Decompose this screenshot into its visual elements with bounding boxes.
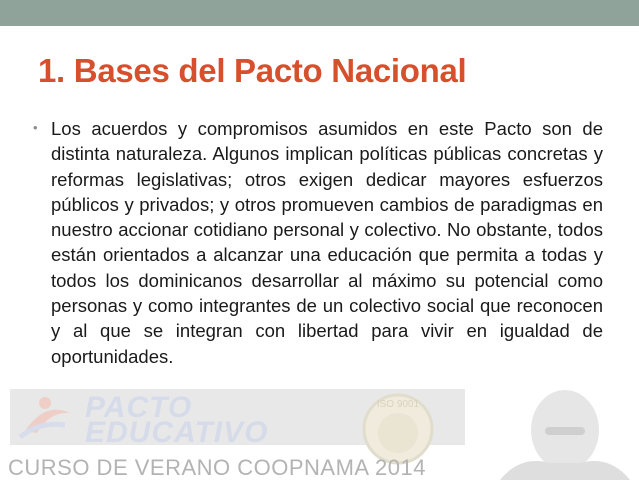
portrait-silhouette-icon <box>500 385 630 480</box>
bullet-text: Los acuerdos y compromisos asumidos en este Pacto son de distinta naturaleza. Algunos implican políticas públicas concretas y reformas legislativas; otros exigen dedicar mayores esfuerzos públicos y privados; y otros promueven cambios de paradigmas en nuestro accionar cotidiano personal y colectivo. No obstante, todos están orientados a alcanzar una educación que permita a todas y todos los dominicanos desarrollar al máximo su potencial como personas y como integrantes de un colectivo social que reconocen y al que se integran con libertad para vivir en igualdad de oportunidades. <box>51 118 603 367</box>
slide-title: 1. Bases del Pacto Nacional <box>38 52 467 89</box>
seal-text: ISO 9001 <box>376 399 420 410</box>
bullet-marker: • <box>33 120 38 135</box>
logo-text-line1: PACTO <box>85 391 193 424</box>
top-bar <box>0 0 639 26</box>
logo-text-line2: EDUCATIVO <box>85 416 269 449</box>
bullet-list <box>33 116 603 369</box>
logo-swoosh-icon <box>15 391 75 441</box>
pacto-educativo-logo <box>85 391 269 449</box>
footer-banner: CURSO DE VERANO COOPNAMA 2014 <box>8 455 426 480</box>
